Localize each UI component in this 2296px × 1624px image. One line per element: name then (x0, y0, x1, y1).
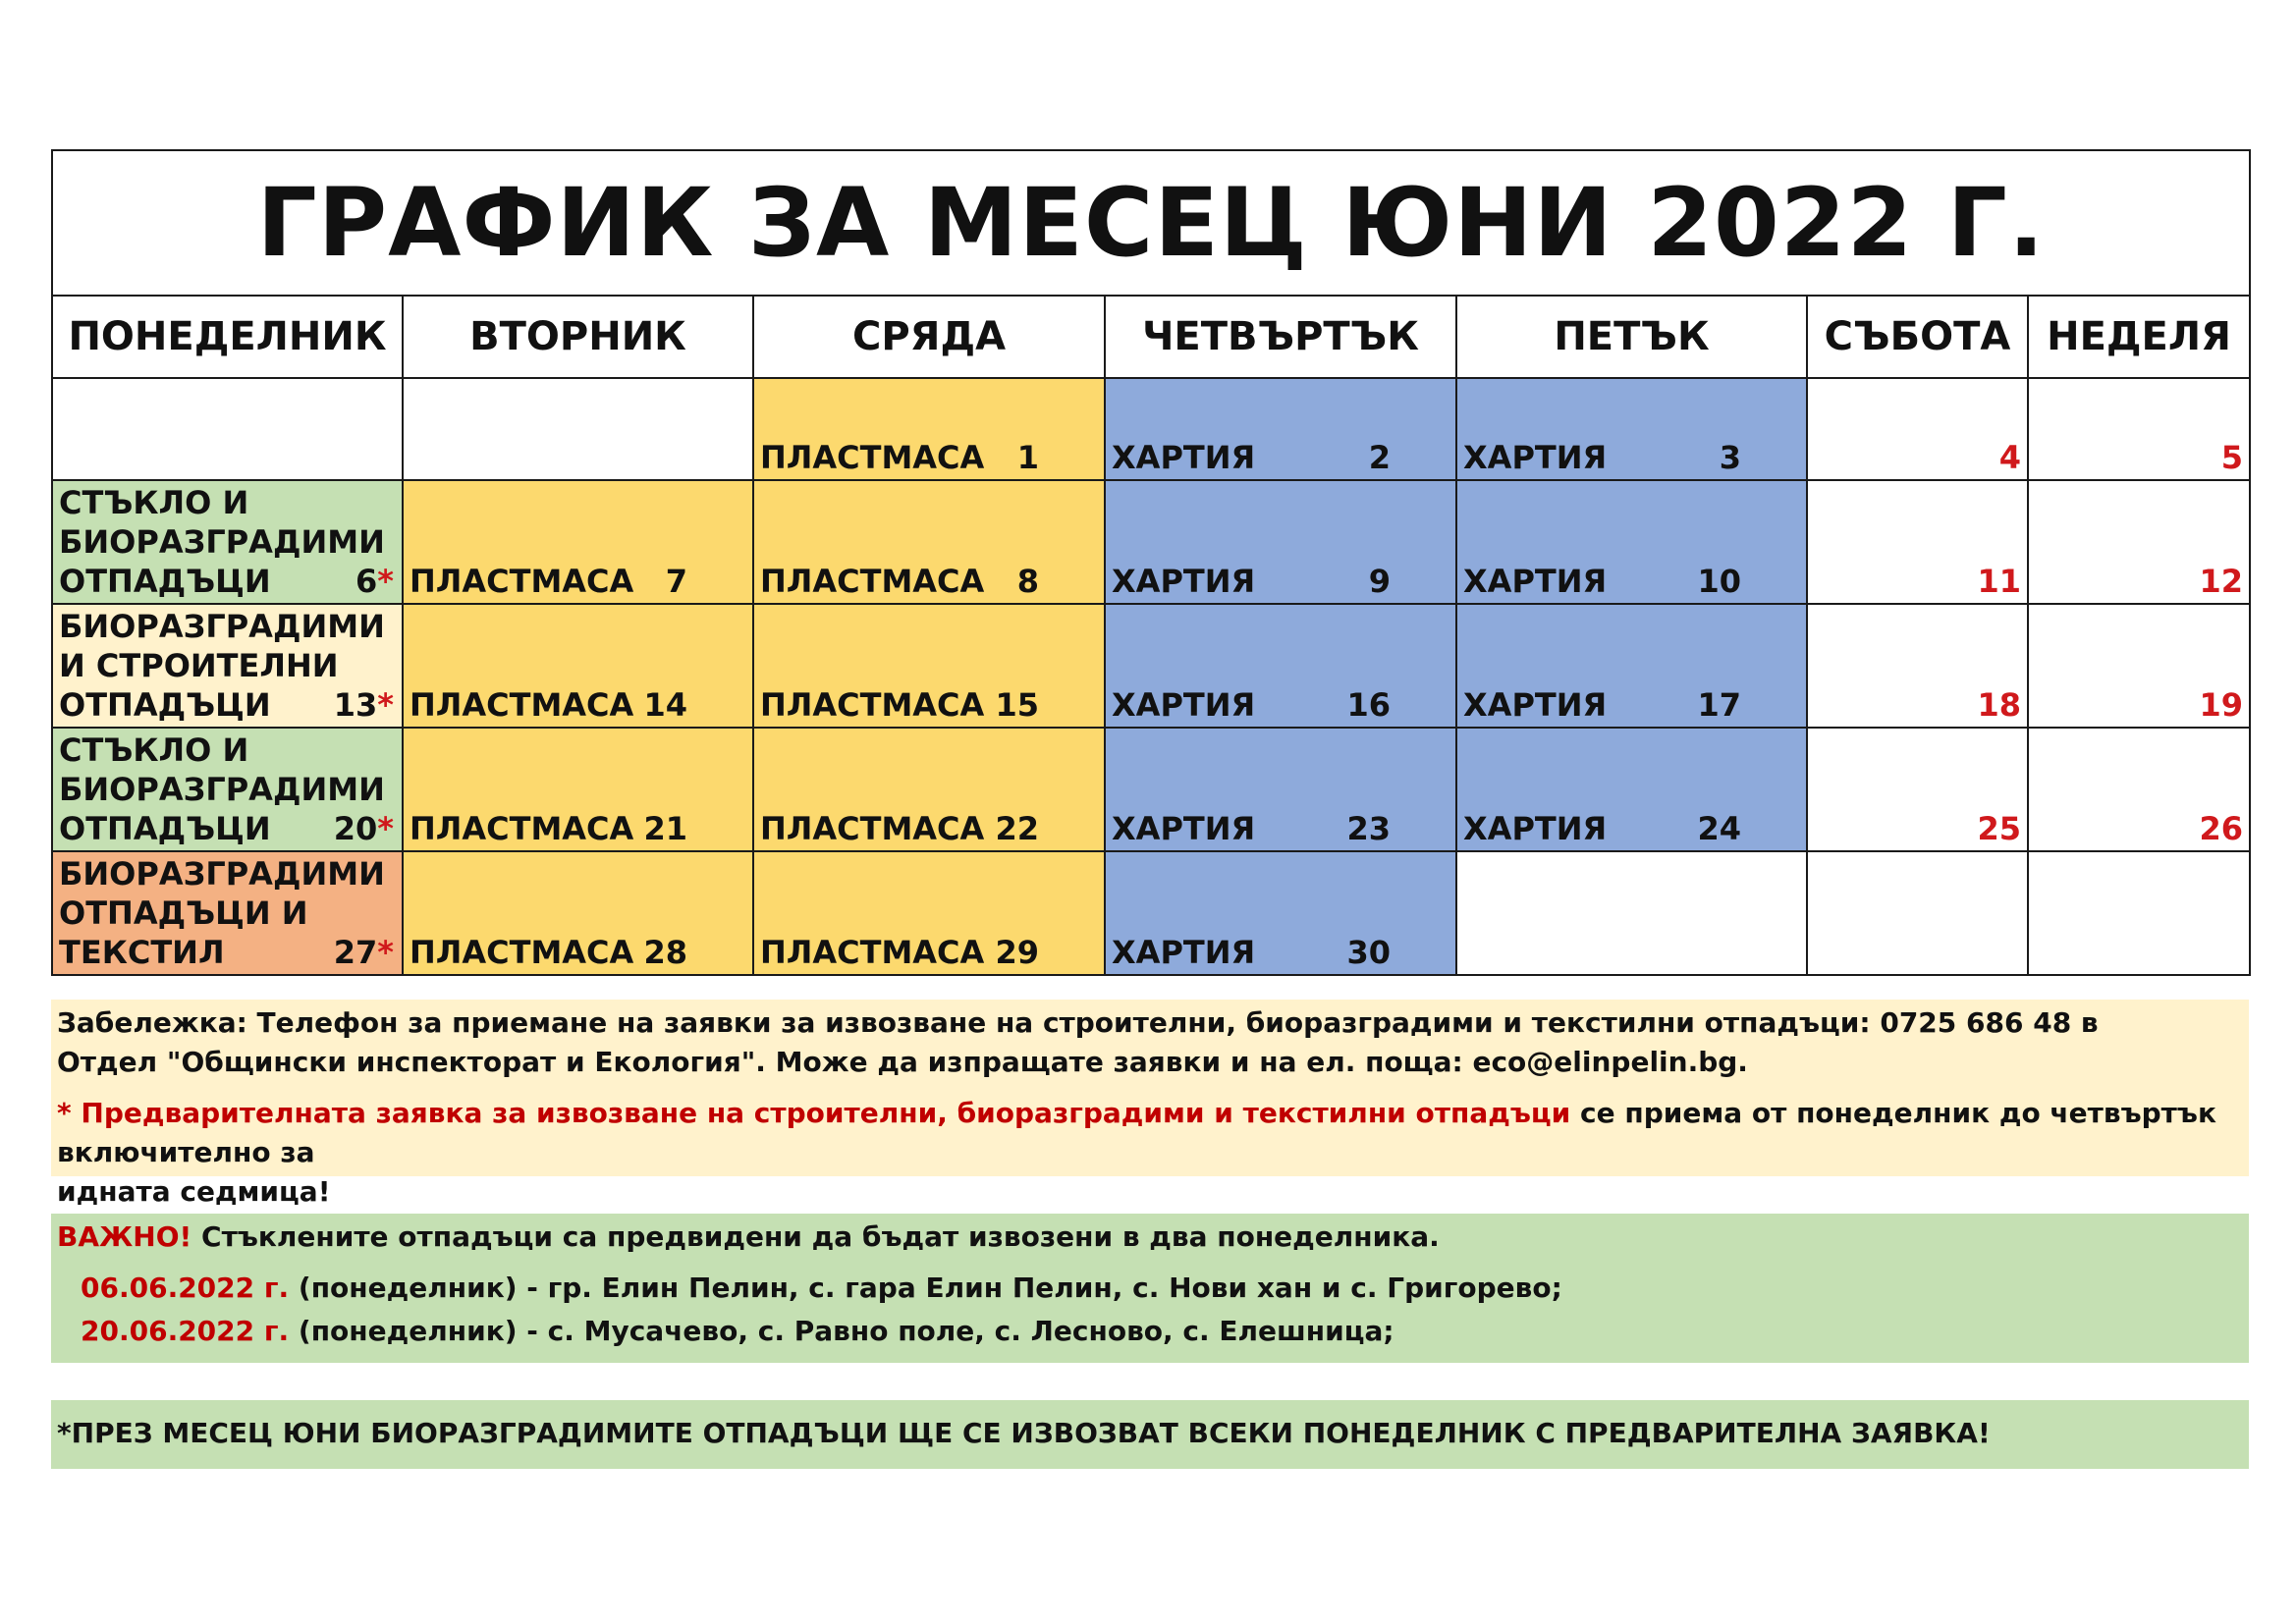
weekday-header: ВТОРНИК (403, 296, 753, 378)
day-number: 12 (2199, 563, 2244, 600)
asterisk: * (377, 686, 394, 724)
waste-type-label: ПЛАСТМАСА (410, 686, 634, 724)
day-cell-paper (1105, 480, 1456, 604)
day-number: 21 (643, 810, 687, 847)
day-number: 2 (1368, 439, 1391, 476)
waste-type-label: ПЛАСТМАСА (410, 934, 634, 971)
day-cell-plastic (753, 378, 1105, 480)
weekday-header: ПОНЕДЕЛНИК (52, 296, 403, 378)
day-number: 15 (995, 686, 1039, 724)
day-number: 5 (2220, 439, 2244, 476)
day-cell-sunday (2028, 480, 2250, 604)
week-row (52, 851, 2250, 975)
day-cell-plastic (753, 604, 1105, 728)
waste-type-label: ХАРТИЯ (1112, 810, 1256, 847)
day-cell-glass-bio (52, 480, 403, 604)
day-number: 29 (995, 934, 1039, 971)
week-row (52, 378, 2250, 480)
day-cell-paper (1105, 851, 1456, 975)
day-number: 14 (643, 686, 687, 724)
day-cell-glass-bio (52, 728, 403, 851)
date-label: 20.06.2022 г. (81, 1315, 290, 1347)
note-text: Стъклените отпадъци са предвидени да бъдат извозени в два понеделника. (191, 1220, 1440, 1253)
week-row (52, 480, 2250, 604)
note-text: се приема от понеделник до четвъртък включително за (57, 1097, 2216, 1168)
note-requests (51, 1000, 2249, 1208)
day-number: 11 (1977, 563, 2021, 600)
asterisk: * (377, 563, 394, 600)
waste-type-label: ПЛАСТМАСА (760, 439, 985, 476)
day-number: 6 (355, 563, 378, 600)
waste-type-label: ПЛАСТМАСА (760, 686, 985, 724)
note-line (57, 1218, 2243, 1257)
note-text: (понеделник) - гр. Елин Пелин, с. гара Елин Пелин, с. Нови хан и с. Григорево; (289, 1272, 1562, 1304)
day-number: 23 (1346, 810, 1391, 847)
day-number-with-star (334, 933, 394, 972)
waste-type-label: ХАРТИЯ (1112, 439, 1256, 476)
weekday-header-row (52, 296, 2250, 378)
schedule-table (51, 149, 2251, 976)
day-cell-plastic (403, 728, 753, 851)
note-line: Отдел "Общински инспекторат и Екология". Може да изпращате заявки и на ел. поща: eco@elinpelin.bg. (57, 1046, 1748, 1078)
note-glass-schedule (51, 1214, 2249, 1363)
day-number: 24 (1697, 810, 1741, 847)
day-cell-saturday (1807, 378, 2028, 480)
day-number: 18 (1977, 686, 2021, 724)
date-label: 06.06.2022 г. (81, 1272, 290, 1304)
day-cell-plastic (753, 851, 1105, 975)
waste-type-label: ХАРТИЯ (1463, 439, 1608, 476)
day-cell-saturday (1807, 480, 2028, 604)
day-cell-sunday (2028, 604, 2250, 728)
waste-type-label: ХАРТИЯ (1463, 563, 1608, 600)
day-number: 19 (2199, 686, 2244, 724)
day-cell-plastic (403, 480, 753, 604)
day-number: 13 (333, 686, 378, 724)
weekday-header: СРЯДА (753, 296, 1105, 378)
day-number: 30 (1346, 934, 1391, 971)
note-line: идната седмица! (57, 1175, 331, 1208)
day-number: 7 (665, 563, 687, 600)
day-number: 28 (643, 934, 687, 971)
day-number-with-star (355, 562, 394, 601)
asterisk: * (377, 810, 394, 847)
day-number: 1 (1016, 439, 1039, 476)
day-cell-plastic (753, 480, 1105, 604)
day-cell-sunday (2028, 378, 2250, 480)
day-cell-empty (2028, 851, 2250, 975)
day-cell-empty (403, 378, 753, 480)
day-cell-bio-construction (52, 604, 403, 728)
waste-type-label: БИОРАЗГРАДИМИ ОТПАДЪЦИ И ТЕКСТИЛ (59, 855, 385, 971)
note-line (57, 1269, 2243, 1308)
day-number: 22 (995, 810, 1039, 847)
week-row (52, 728, 2250, 851)
waste-type-label: СТЪКЛО И БИОРАЗГРАДИМИ ОТПАДЪЦИ (59, 731, 385, 847)
weekday-header: ПЕТЪК (1456, 296, 1807, 378)
day-number: 3 (1719, 439, 1741, 476)
note-line (57, 1312, 2243, 1351)
day-cell-paper (1105, 604, 1456, 728)
waste-type-label: БИОРАЗГРАДИМИ И СТРОИТЕЛНИ ОТПАДЪЦИ (59, 608, 385, 724)
day-cell-plastic (403, 604, 753, 728)
day-cell-paper (1105, 378, 1456, 480)
day-cell-paper (1456, 728, 1807, 851)
day-cell-bio-textile (52, 851, 403, 975)
day-number-with-star (334, 809, 394, 848)
waste-type-label: ПЛАСТМАСА (760, 810, 985, 847)
day-cell-empty (52, 378, 403, 480)
note-text: (понеделник) - с. Мусачево, с. Равно поле, с. Лесново, с. Елешница; (289, 1315, 1394, 1347)
day-number: 8 (1016, 563, 1039, 600)
day-cell-paper (1105, 728, 1456, 851)
important-label: ВАЖНО! (57, 1220, 192, 1253)
note-highlight: * Предварителната заявка за извозване на строителни, биоразградими и текстилни отпадъци (57, 1097, 1571, 1129)
day-cell-plastic (753, 728, 1105, 851)
note-line: Забележка: Телефон за приемане на заявки за извозване на строителни, биоразградими и текстилни отпадъци: 0725 686 48 в (57, 1006, 2099, 1039)
day-number: 26 (2199, 810, 2244, 847)
waste-type-label: ХАРТИЯ (1112, 563, 1256, 600)
waste-type-label: ХАРТИЯ (1112, 934, 1256, 971)
asterisk: * (377, 934, 394, 971)
weekday-header: СЪБОТА (1807, 296, 2028, 378)
waste-type-label: СТЪКЛО И БИОРАЗГРАДИМИ ОТПАДЪЦИ (59, 484, 385, 600)
weekday-header: ЧЕТВЪРТЪК (1105, 296, 1456, 378)
day-number: 17 (1697, 686, 1741, 724)
day-cell-plastic (403, 851, 753, 975)
week-row (52, 604, 2250, 728)
day-number: 4 (1998, 439, 2021, 476)
day-cell-saturday (1807, 728, 2028, 851)
waste-type-label: ХАРТИЯ (1463, 810, 1608, 847)
waste-type-label: ПЛАСТМАСА (410, 563, 634, 600)
note-line (57, 1094, 2243, 1172)
day-number: 9 (1368, 563, 1391, 600)
day-cell-empty (1456, 851, 1807, 975)
day-number-with-star (334, 685, 394, 725)
day-number: 25 (1977, 810, 2021, 847)
day-cell-paper (1456, 378, 1807, 480)
day-number: 16 (1346, 686, 1391, 724)
weekday-header: НЕДЕЛЯ (2028, 296, 2250, 378)
waste-type-label: ПЛАСТМАСА (760, 563, 985, 600)
day-cell-paper (1456, 604, 1807, 728)
waste-type-label: ПЛАСТМАСА (760, 934, 985, 971)
day-number: 27 (333, 934, 378, 971)
day-cell-sunday (2028, 728, 2250, 851)
day-cell-empty (1807, 851, 2028, 975)
note-bio-monday: *ПРЕЗ МЕСЕЦ ЮНИ БИОРАЗГРАДИМИТЕ ОТПАДЪЦИ ЩЕ СЕ ИЗВОЗВАТ ВСЕКИ ПОНЕДЕЛНИК С ПРЕДВАРИТЕЛНА ЗАЯВКА! (51, 1400, 2249, 1469)
waste-type-label: ХАРТИЯ (1112, 686, 1256, 724)
page-title: ГРАФИК ЗА МЕСЕЦ ЮНИ 2022 Г. (52, 150, 2250, 296)
waste-type-label: ПЛАСТМАСА (410, 810, 634, 847)
day-cell-paper (1456, 480, 1807, 604)
waste-type-label: ХАРТИЯ (1463, 686, 1608, 724)
day-cell-saturday (1807, 604, 2028, 728)
day-number: 20 (333, 810, 378, 847)
day-number: 10 (1697, 563, 1741, 600)
